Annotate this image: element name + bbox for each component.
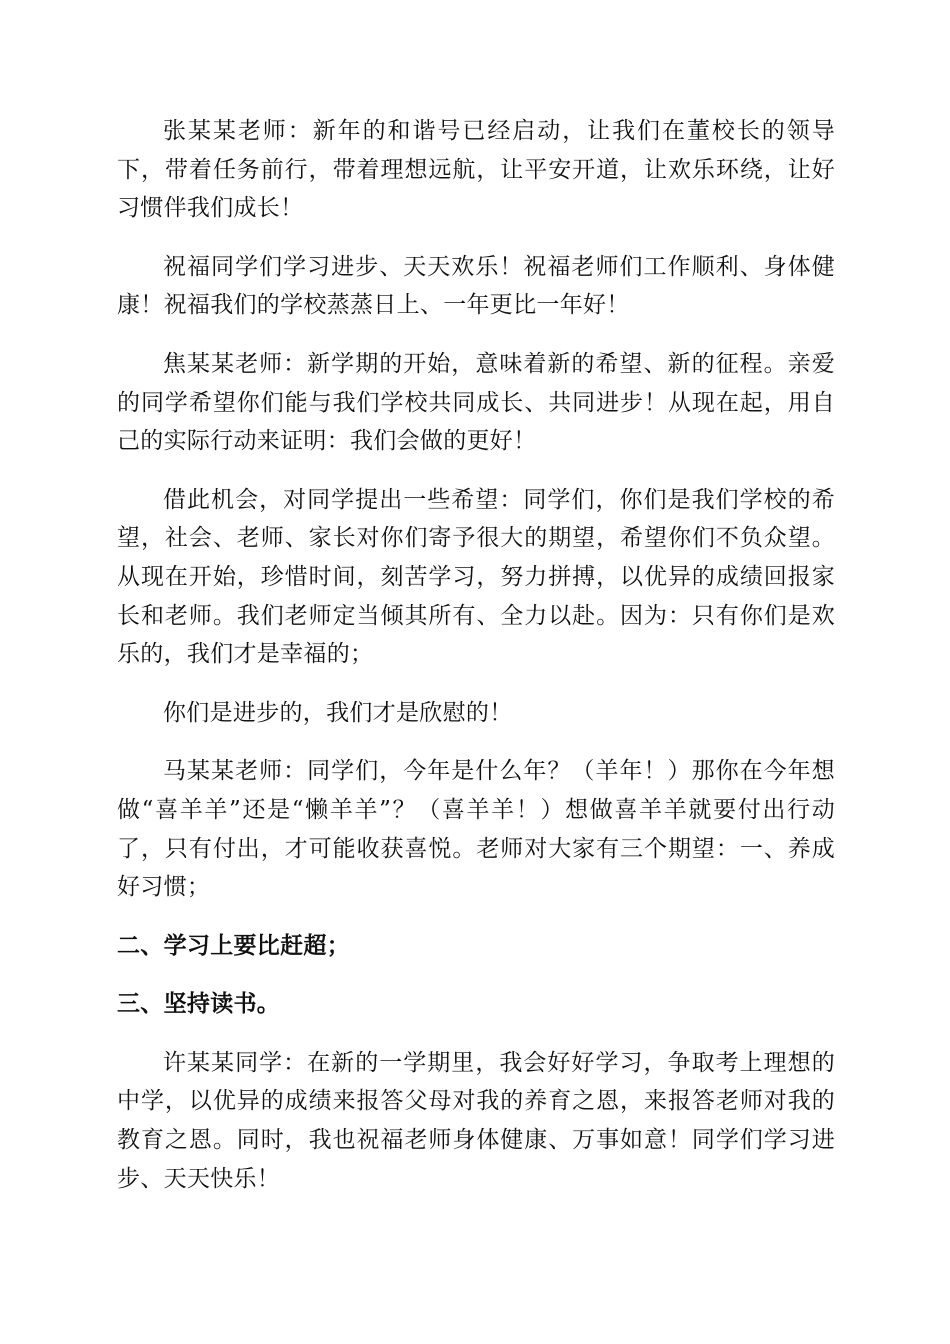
paragraph-progress: 你们是进步的，我们才是欣慰的！: [163, 699, 513, 726]
paragraph-hopes: 借此机会，对同学提出一些希望：同学们，你们是我们学校的希望，社会、老师、家长对你们寄予很大的期望，希望你们不负众望。从现在开始，珍惜时间，刻苦学习，努力拼搏，以优异的成绩回报家长和老师。我们老师定当倾其所有、全力以赴。因为：只有你们是欢乐的，我们才是幸福的；: [117, 486, 835, 668]
heading-point-two: 二、学习上要比赶超；: [117, 931, 350, 959]
paragraph-blessings: 祝福同学们学习进步、天天欢乐！祝福老师们工作顺利、身体健康！祝福我们的学校蒸蒸日上、一年更比一年好！: [117, 253, 835, 319]
paragraph-zhang-teacher: 张某某老师：新年的和谐号已经启动，让我们在董校长的领导下，带着任务前行，带着理想远航，让平安开道，让欢乐环绕，让好习惯伴我们成长！: [117, 118, 835, 222]
document-body: [117, 112, 835, 1218]
heading-point-three: 三、坚持读书。: [117, 990, 281, 1018]
paragraph-xu-student: 许某某同学：在新的一学期里，我会好好学习，争取考上理想的中学，以优异的成绩来报答父母对我的养育之恩，来报答老师对我的教育之恩。同时，我也祝福老师身体健康、万事如意！同学们学习进步、天天快乐！: [117, 1049, 835, 1192]
paragraph-ma-teacher: 马某某老师：同学们，今年是什么年？（羊年！）那你在今年想做“喜羊羊”还是“懒羊羊”？（喜羊羊！）想做喜羊羊就要付出行动了，只有付出，才可能收获喜悦。老师对大家有三个期望：一、养成好习惯；: [117, 758, 835, 901]
paragraph-jiao-teacher: 焦某某老师：新学期的开始，意味着新的希望、新的征程。亲爱的同学希望你们能与我们学校共同成长、共同进步！从现在起，用自己的实际行动来证明：我们会做的更好！: [117, 350, 835, 455]
